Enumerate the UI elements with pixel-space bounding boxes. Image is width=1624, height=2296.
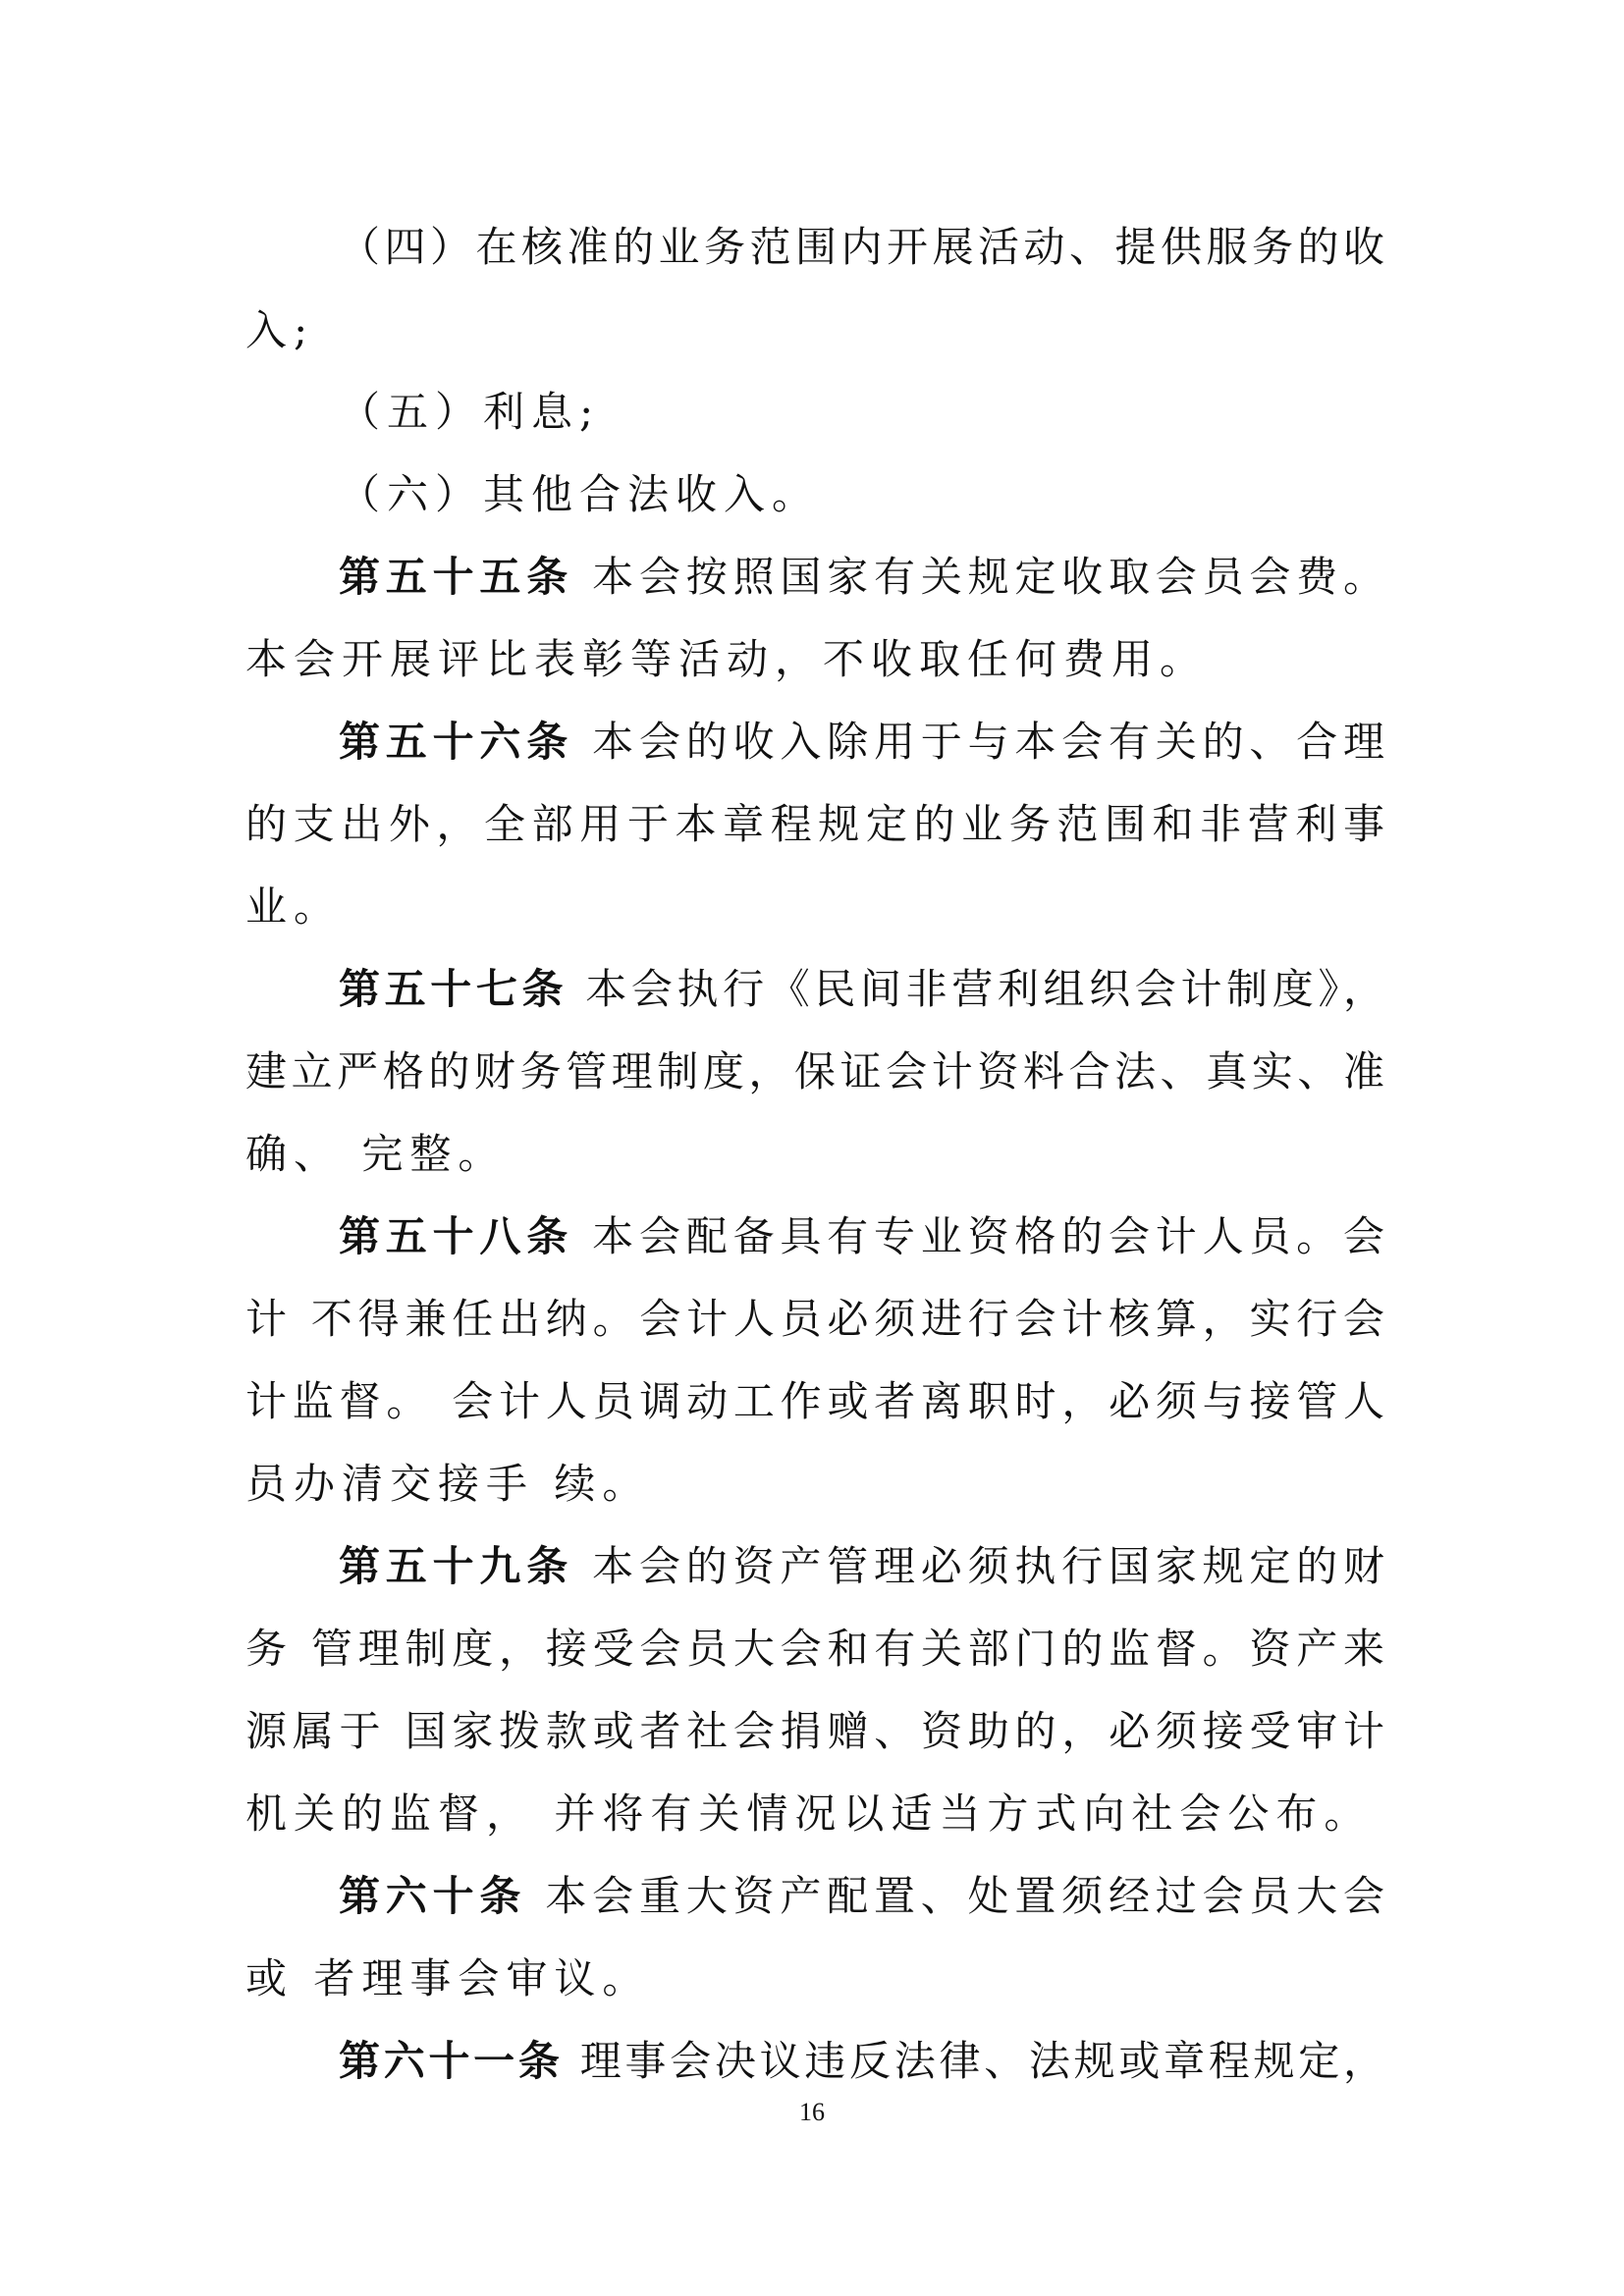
article-55-line: 第五十五条 本会按照国家有关规定收取会员会费。 [339,553,1384,601]
text-line: （四）在核准的业务范围内开展活动、提供服务的收 [339,223,1384,271]
article-heading: 第六十一条 [339,2037,564,2085]
text-line: 机关的监督， 并将有关情况以适当方式向社会公布。 [245,1789,1373,1838]
article-59-line: 第五十九条 本会的资产管理必须执行国家规定的财 [339,1542,1384,1590]
article-heading: 第六十条 [339,1872,527,1920]
text-line: 计监督。 会计人员调动工作或者离职时，必须与接管人 [245,1377,1384,1425]
text-line: 计 不得兼任出纳。会计人员必须进行会计核算，实行会 [245,1295,1384,1343]
article-60-line: 第六十条 本会重大资产配置、处置须经过会员大会 [339,1872,1384,1920]
text-line: 源属于 国家拨款或者社会捐赠、资助的，必须接受审计 [245,1707,1384,1755]
text-line: 或 者理事会审议。 [245,1954,651,2002]
article-heading: 第五十五条 [339,553,574,601]
text-line: 员办清交接手 续。 [245,1460,651,1508]
text-line: 业。 [245,882,343,931]
article-58-line: 第五十八条 本会配备具有专业资格的会计人员。会 [339,1212,1384,1260]
page-number: 16 [799,2098,825,2126]
text-line: （六）其他合法收入。 [339,470,821,518]
text-line: 的支出外，全部用于本章程规定的业务范围和非营利事 [245,800,1384,848]
text-line: 入; [245,306,315,354]
article-56-line: 第五十六条 本会的收入除用于与本会有关的、合理 [339,718,1384,766]
article-heading: 第五十八条 [339,1212,574,1260]
text-line: 确、 完整。 [245,1130,507,1178]
text-line: 建立严格的财务管理制度，保证会计资料合法、真实、准 [245,1047,1384,1095]
article-61-line: 第六十一条 理事会决议违反法律、法规或章程规定， [339,2037,1384,2085]
article-57-line: 第五十七条 本会执行《民间非营利组织会计制度》， [339,965,1384,1013]
article-heading: 第五十九条 [339,1542,574,1590]
article-heading: 第五十六条 [339,718,574,766]
text-line: （五）利息; [339,388,601,436]
article-heading: 第五十七条 [339,965,568,1013]
text-line: 本会开展评比表彰等活动，不收取任何费用。 [245,635,1209,683]
text-line: 务 管理制度，接受会员大会和有关部门的监督。资产来 [245,1625,1384,1673]
